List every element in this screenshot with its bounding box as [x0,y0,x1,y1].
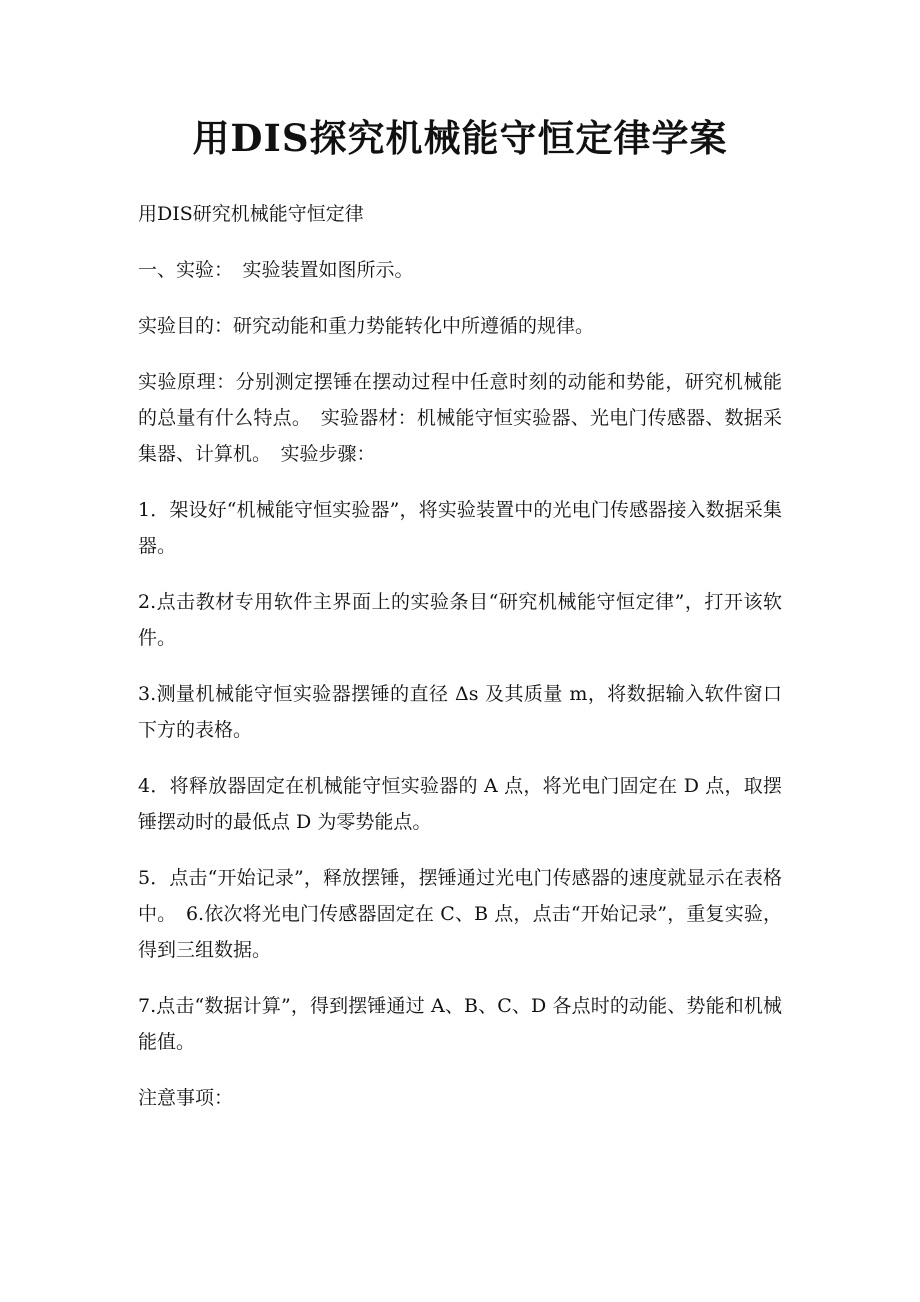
document-title: 用DIS探究机械能守恒定律学案 [192,116,728,160]
paragraph-step-4: 4．将释放器固定在机械能守恒实验器的 A 点，将光电门固定在 D 点，取摆锤摆动时的最低点 D 为零势能点。 [138,775,782,833]
paragraph-subtitle: 用DIS研究机械能守恒定律 [138,203,364,225]
paragraph-step-7: 7.点击“数据计算”，得到摆锤通过 A、B、C、D 各点时的动能、势能和机械能值。 [138,995,782,1053]
document-body [138,196,782,1116]
paragraph-step-1: 1．架设好“机械能守恒实验器”，将实验装置中的光电门传感器接入数据采集器。 [138,499,782,557]
paragraph-step-3: 3.测量机械能守恒实验器摆锤的直径 Δs 及其质量 m，将数据输入软件窗口下方的表格。 [138,683,782,741]
paragraph-step-2: 2.点击教材专用软件主界面上的实验条目“研究机械能守恒定律”，打开该软件。 [138,591,782,649]
paragraph-step-5-6: 5．点击“开始记录”，释放摆锤，摆锤通过光电门传感器的速度就显示在表格中。 6.依次将光电门传感器固定在 C、B 点，点击“开始记录”，重复实验，得到三组数据。 [138,867,782,961]
paragraph-experiment: 一、实验： 实验装置如图所示。 [138,259,414,281]
paragraph-principle: 实验原理：分别测定摆锤在摆动过程中任意时刻的动能和势能，研究机械能的总量有什么特点。 实验器材：机械能守恒实验器、光电门传感器、数据采集器、计算机。 实验步骤： [138,371,782,465]
paragraph-purpose: 实验目的：研究动能和重力势能转化中所遵循的规律。 [138,315,595,337]
paragraph-notes-heading: 注意事项： [138,1087,234,1109]
